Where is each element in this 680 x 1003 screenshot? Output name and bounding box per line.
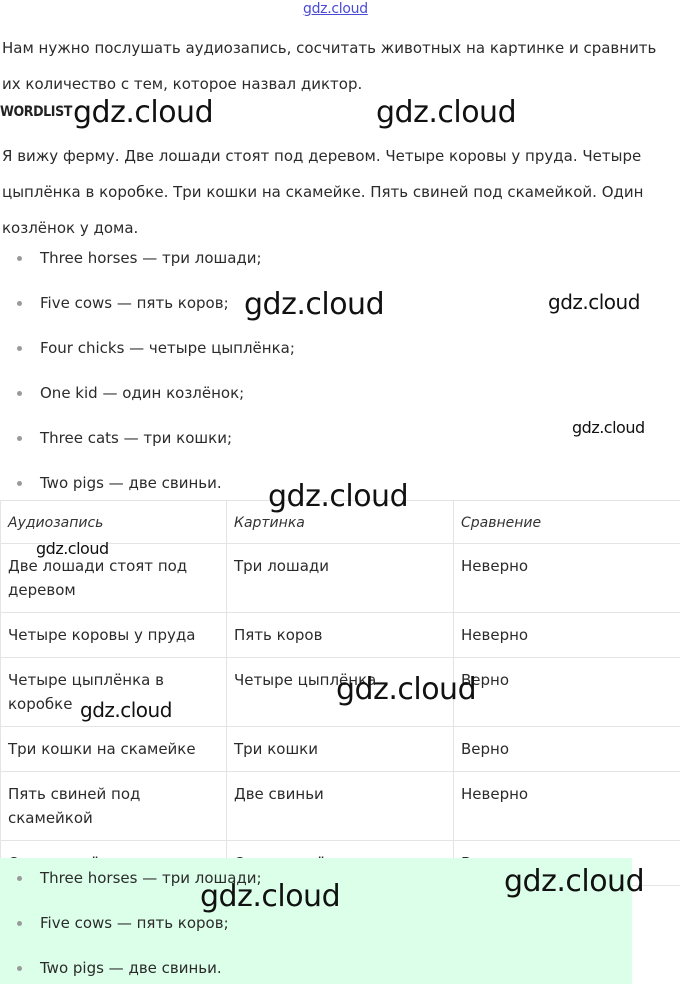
highlight-vocab-item: Five cows — пять коров; — [0, 913, 262, 958]
watermark: gdz.cloud — [80, 698, 172, 722]
table-row — [1, 727, 680, 772]
intro-paragraph: Нам нужно послушать аудиозапись, сосчитать животных на картинке и сравнить их количество с тем, которое назвал диктор. — [2, 30, 678, 102]
bullet-icon — [17, 301, 22, 306]
vocab-item: Two pigs — две свиньи. — [0, 473, 295, 518]
cell-picture: Три лошади — [227, 544, 454, 613]
cell-audio: Четыре цыплёнка в коробке — [1, 658, 227, 727]
table-row — [1, 772, 680, 841]
bullet-icon — [17, 256, 22, 261]
watermark: gdz.cloud — [548, 290, 640, 314]
cell-comparison: Неверно — [454, 544, 680, 613]
cell-comparison: Верно — [454, 727, 680, 772]
bullet-icon — [17, 436, 22, 441]
vocab-item: Five cows — пять коров; — [0, 293, 295, 338]
bullet-icon — [17, 481, 22, 486]
watermark: gdz.cloud — [336, 672, 476, 707]
cell-comparison: Неверно — [454, 772, 680, 841]
cell-picture: Четыре цыплёнка — [227, 658, 454, 727]
cell-picture: Две свиньи — [227, 772, 454, 841]
header-picture: Картинка — [227, 501, 454, 544]
cell-audio: Пять свиней под скамейкой — [1, 772, 227, 841]
vocab-item: One kid — один козлёнок; — [0, 383, 295, 428]
watermark: gdz.cloud — [200, 879, 340, 914]
cell-audio: Четыре коровы у пруда — [1, 613, 227, 658]
watermark: gdz.cloud — [376, 95, 516, 130]
cell-picture: Пять коров — [227, 613, 454, 658]
cell-audio: Две лошади стоят под деревом — [1, 544, 227, 613]
bullet-icon — [17, 346, 22, 351]
cell-comparison: Верно — [454, 658, 680, 727]
bullet-icon — [17, 966, 22, 971]
bullet-icon — [17, 921, 22, 926]
table-row — [1, 613, 680, 658]
watermark: gdz.cloud — [268, 479, 408, 514]
cell-comparison: Неверно — [454, 613, 680, 658]
highlight-vocab-item: Three horses — три лошади; — [0, 868, 262, 913]
bullet-icon — [17, 876, 22, 881]
cell-picture: Три кошки — [227, 727, 454, 772]
watermark: gdz.cloud — [572, 418, 645, 437]
cell-audio: Три кошки на скамейке — [1, 727, 227, 772]
vocab-item: Four chicks — четыре цыплёнка; — [0, 338, 295, 383]
watermark: gdz.cloud — [36, 539, 109, 558]
highlight-vocab-item: Two pigs — две свиньи. — [0, 958, 262, 1003]
watermark: gdz.cloud — [504, 864, 644, 899]
header-audio: Аудиозапись — [1, 501, 227, 544]
wordlist-heading: WORDLIST — [0, 104, 72, 120]
vocab-item: Three cats — три кошки; — [0, 428, 295, 473]
vocab-item: Three horses — три лошади; — [0, 248, 295, 293]
watermark: gdz.cloud — [73, 95, 213, 130]
watermark: gdz.cloud — [244, 287, 384, 322]
bullet-icon — [17, 391, 22, 396]
header-comparison: Сравнение — [454, 501, 680, 544]
site-link[interactable]: gdz.cloud — [303, 1, 368, 17]
wordlist-text: Я вижу ферму. Две лошади стоят под деревом. Четыре коровы у пруда. Четыре цыплёнка в коробке. Три кошки на скамейке. Пять свиней под скамейкой. Один козлёнок у дома. — [2, 138, 678, 246]
